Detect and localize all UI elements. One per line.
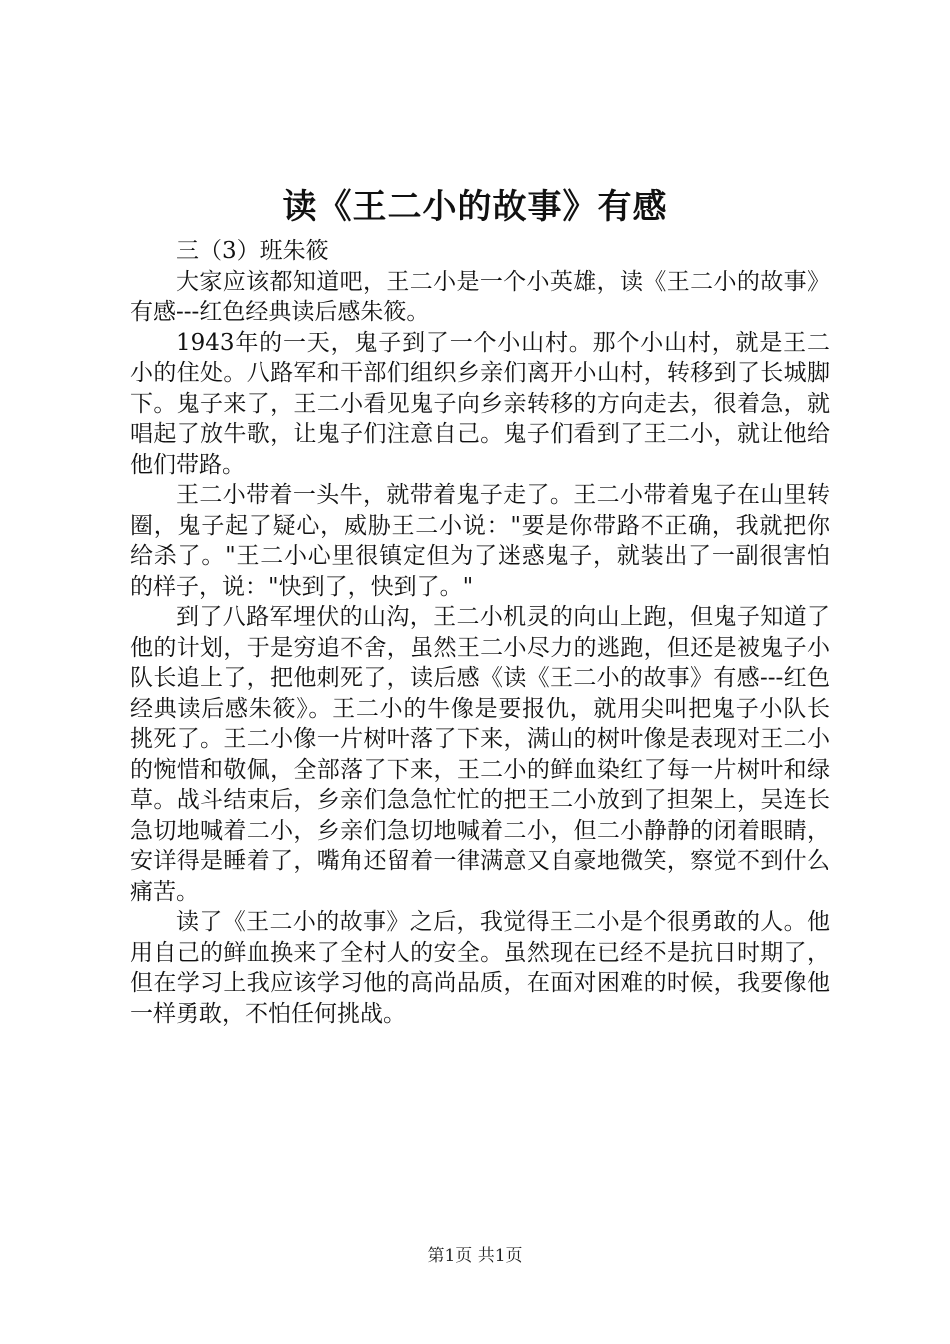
document-body bbox=[130, 236, 830, 1029]
document-title: 读《王二小的故事》有感 bbox=[282, 187, 668, 227]
page-footer: 第1页 共1页 bbox=[427, 1246, 523, 1266]
author-line: 三（3）班朱筱 bbox=[176, 238, 329, 264]
paragraph: 1943年的一天，鬼子到了一个小山村。那个小山村，就是王二小的住处。八路军和干部们组织乡亲们离开小山村，转移到了长城脚下。鬼子来了，王二小看见鬼子向乡亲转移的方向走去，很着急，就唱起了放牛歌，让鬼子们注意自己。鬼子们看到了王二小，就让他给他们带路。 bbox=[130, 329, 830, 478]
paragraph: 大家应该都知道吧，王二小是一个小英雄，读《王二小的故事》有感---红色经典读后感朱筱。 bbox=[130, 268, 830, 325]
paragraph: 到了八路军埋伏的山沟，王二小机灵的向山上跑，但鬼子知道了他的计划，于是穷追不舍，虽然王二小尽力的逃跑，但还是被鬼子小队长追上了，把他刺死了，读后感《读《王二小的故事》有感---红色经典读后感朱筱》。王二小的牛像是要报仇，就用尖叫把鬼子小队长挑死了。王二小像一片树叶落了下来，满山的树叶像是表现对王二小的惋惜和敬佩，全部落了下来，王二小的鲜血染红了每一片树叶和绿草。战斗结束后，乡亲们急急忙忙的把王二小放到了担架上，吴连长急切地喊着二小，乡亲们急切地喊着二小，但二小静静的闭着眼睛，安详得是睡着了，嘴角还留着一律满意又自豪地微笑，察觉不到什么痛苦。 bbox=[130, 604, 830, 905]
paragraph: 王二小带着一头牛，就带着鬼子走了。王二小带着鬼子在山里转圈，鬼子起了疑心，威胁王二小说："要是你带路不正确，我就把你给杀了。"王二小心里很镇定但为了迷惑鬼子，就装出了一副很害怕的样子，说："快到了，快到了。" bbox=[130, 482, 830, 600]
paragraph: 读了《王二小的故事》之后，我觉得王二小是个很勇敢的人。他用自己的鲜血换来了全村人的安全。虽然现在已经不是抗日时期了，但在学习上我应该学习他的高尚品质，在面对困难的时候，我要像他一样勇敢，不怕任何挑战。 bbox=[130, 909, 830, 1027]
